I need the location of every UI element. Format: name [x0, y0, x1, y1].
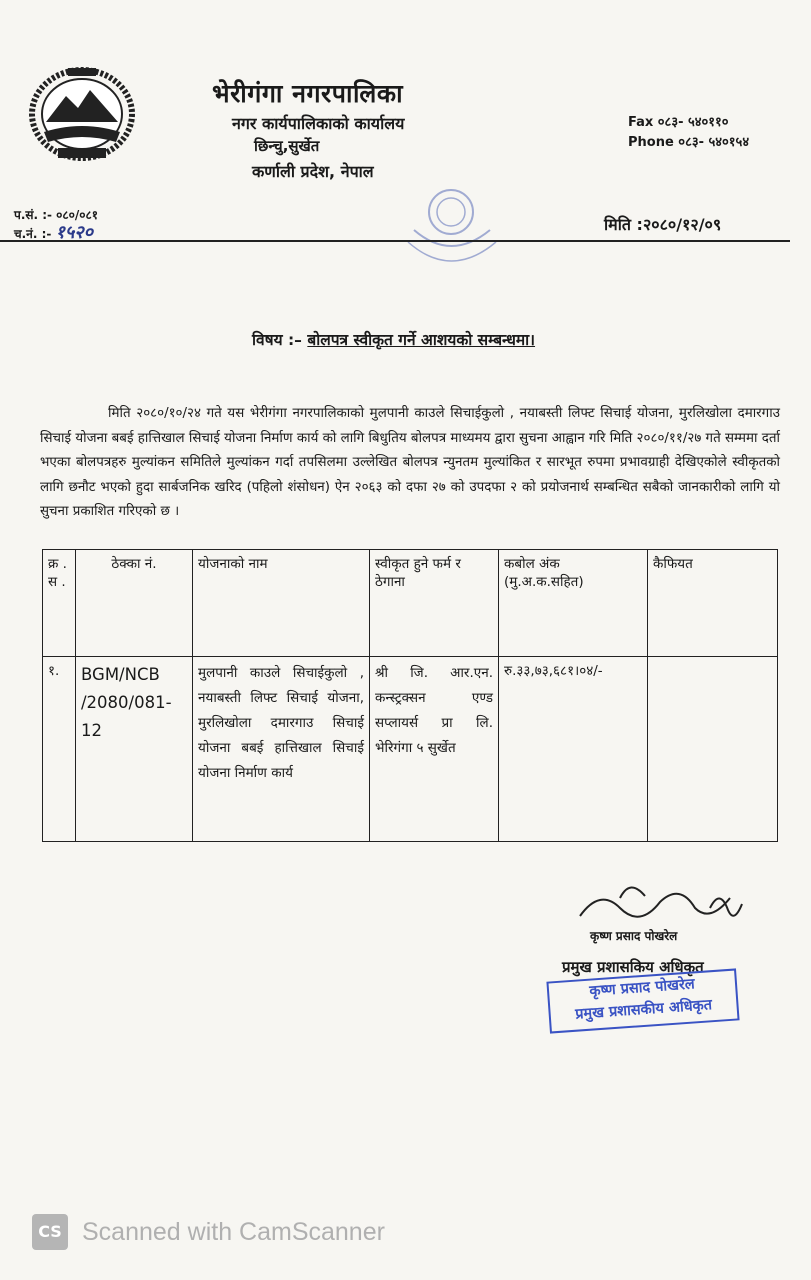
- organization-name: भेरीगंगा नगरपालिका: [212, 79, 404, 108]
- camscanner-logo-icon: CS: [32, 1214, 68, 1250]
- subject-line: [252, 328, 535, 350]
- contact-info: [628, 113, 749, 153]
- tender-table: [42, 549, 778, 842]
- table-row: [43, 657, 778, 842]
- phone-number: Phone ०८३- ५४०१५४: [628, 135, 750, 150]
- table-header-row: [43, 550, 778, 657]
- subject-text: बोलपत्र स्वीकृत गर्ने आशयको सम्बन्धमा।: [307, 331, 536, 349]
- stamp-title: प्रमुख प्रशासकीय अधिकृत: [574, 997, 713, 1023]
- dispatch-label: च.नं. :-: [14, 227, 52, 241]
- row-contract-no: BGM/NCB /2080/081-12: [76, 657, 193, 842]
- office-name: नगर कार्यपालिकाको कार्यालय: [232, 114, 405, 133]
- row-sn: १.: [43, 657, 76, 842]
- header-firm: स्वीकृत हुने फर्म र ठेगाना: [370, 550, 499, 657]
- header-bid: कबोल अंक (मु.अ.क.सहित): [499, 550, 648, 657]
- dispatch-number: १५२०: [55, 222, 93, 243]
- row-remarks: [648, 657, 778, 842]
- header-divider: [0, 240, 790, 242]
- header-project: योजनाको नाम: [193, 550, 370, 657]
- signatory-name: कृष्ण प्रसाद पोखरेल: [590, 929, 678, 943]
- fax-number: Fax ०८३- ५४०११०: [628, 115, 729, 130]
- office-seal-stamp: [394, 172, 508, 284]
- notice-body: मिति २०८०/१०/२४ गते यस भेरीगंगा नगरपालिकाको मुलपानी काउले सिचाईकुलो , नयाबस्ती लिफ्ट सिचाई योजना, मुरलिखोला दमारगाउ सिचाई योजना बबई हात्तिखाल सिचाई योजना निर्माण कार्य को लागि बिधुतिय बोलपत्र माध्यमय द्वारा सुचना आह्वान गरि मिति २०८०/११/२७ गते सम्ममा दर्ता भएका बोलपत्रहरु मुल्यांकन समितिले मुल्यांकन गर्दा तपसिलमा उल्लेखित बोलपत्र न्युनतम मुल्यांकित र सारभूत रुपमा प्रभावग्राही देखिएकोले स्वीकृतको लागि छनौट भएको हुदा सार्बजनिक खरिद (पहिलो शंसोधन) ऐन २०६३ को दफा २७ को उपदफा २ को प्रयोजनार्थ सम्बन्धित सबैको जानकारीको लागि यो सुचना प्रकाशित गरिएको छ ।: [40, 406, 780, 519]
- header-contract-no: ठेक्का नं.: [76, 550, 193, 657]
- office-address: छिन्चु,सुर्खेत: [254, 137, 320, 155]
- province-name: कर्णाली प्रदेश, नेपाल: [252, 162, 374, 181]
- subject-label: विषय :–: [252, 331, 302, 349]
- municipality-emblem: [28, 62, 136, 162]
- row-firm: श्री जि. आर.एन. कन्स्ट्रक्सन एण्ड सप्लायर्स प्रा लि. भेरिगंगा ५ सुर्खेत: [370, 657, 499, 842]
- header-sn: क्र . स .: [43, 550, 76, 657]
- reference-block: [14, 206, 98, 243]
- row-bid: रु.३३,७३,६८१।०४/-: [499, 657, 648, 842]
- official-name-stamp: [546, 968, 739, 1033]
- letter-date: मिति :२०८०/१२/०९: [604, 215, 722, 234]
- stamp-name: कृष्ण प्रसाद पोखरेल: [588, 976, 696, 1000]
- header-remarks: कैफियत: [648, 550, 778, 657]
- signatory-title: प्रमुख प्रशासकिय अधिकृत: [562, 958, 704, 976]
- camscanner-watermark: Scanned with CamScanner: [82, 1218, 385, 1246]
- row-project: मुलपानी काउले सिचाईकुलो , नयाबस्ती लिफ्ट सिचाई योजना, मुरलिखोला दमारगाउ सिचाई योजना बबई हात्तिखाल सिचाई योजना निर्माण कार्य: [193, 657, 370, 842]
- reference-number: प.सं. :- ०८०/०८१: [14, 208, 99, 222]
